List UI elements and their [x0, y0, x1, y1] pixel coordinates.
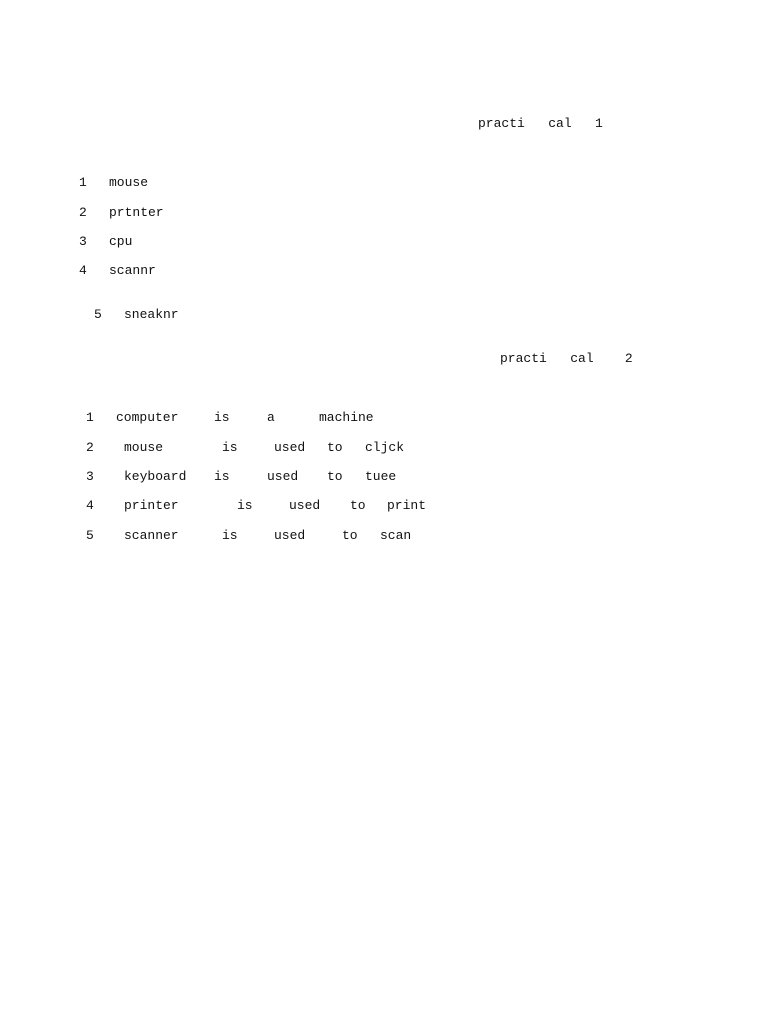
sentence-word: scanner	[124, 528, 179, 543]
list-item-text: scannr	[109, 263, 156, 278]
sentence-word: is	[222, 528, 238, 543]
sentence-word: used	[267, 469, 299, 484]
practical-2-heading: practi cal 2	[500, 351, 633, 366]
list-item-text: sneaknr	[124, 307, 179, 322]
sentence-word: is	[214, 469, 230, 484]
sentence-word: scan	[380, 528, 412, 543]
sentence-word: a	[267, 410, 275, 425]
sentence-word: tuee	[365, 469, 397, 484]
list-item-number: 2	[79, 205, 87, 220]
list-item-number: 5	[94, 307, 102, 322]
sentence-word: print	[387, 498, 427, 513]
sentence-word: to	[327, 469, 343, 484]
sentence-word: machine	[319, 410, 374, 425]
list-item-number: 4	[79, 263, 87, 278]
sentence-number: 1	[86, 410, 94, 425]
sentence-word: is	[237, 498, 253, 513]
sentence-number: 3	[86, 469, 94, 484]
sentence-number: 5	[86, 528, 94, 543]
sentence-word: printer	[124, 498, 179, 513]
sentence-word: used	[274, 528, 306, 543]
sentence-word: is	[214, 410, 230, 425]
list-item-text: cpu	[109, 234, 133, 249]
sentence-number: 4	[86, 498, 94, 513]
list-item-text: prtnter	[109, 205, 164, 220]
sentence-word: to	[342, 528, 358, 543]
sentence-word: is	[222, 440, 238, 455]
sentence-number: 2	[86, 440, 94, 455]
list-item-number: 3	[79, 234, 87, 249]
list-item-text: mouse	[109, 175, 149, 190]
sentence-word: keyboard	[124, 469, 187, 484]
sentence-word: computer	[116, 410, 179, 425]
sentence-word: used	[289, 498, 321, 513]
sentence-word: to	[350, 498, 366, 513]
sentence-word: used	[274, 440, 306, 455]
sentence-word: to	[327, 440, 343, 455]
sentence-word: cljck	[365, 440, 405, 455]
list-item-number: 1	[79, 175, 87, 190]
practical-1-heading: practi cal 1	[478, 116, 603, 131]
sentence-word: mouse	[124, 440, 164, 455]
